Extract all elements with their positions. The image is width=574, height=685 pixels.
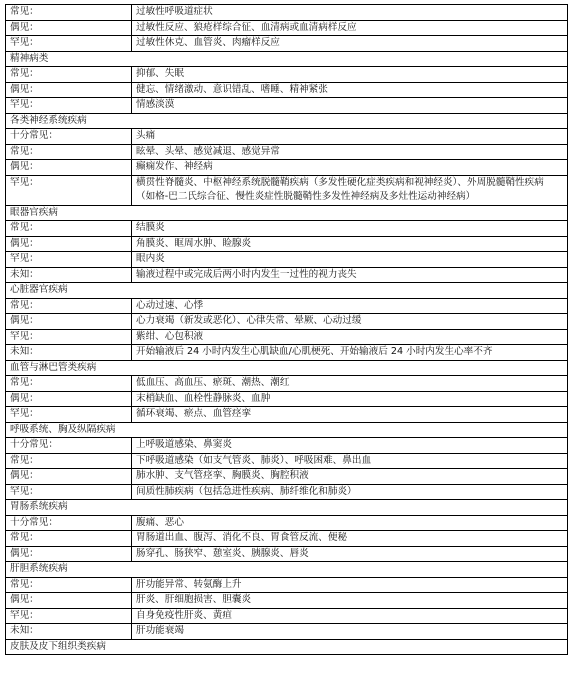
frequency-label: 罕见： bbox=[6, 484, 132, 500]
frequency-label: 罕见： bbox=[6, 407, 132, 423]
reaction-description: 癫痫发作、神经病 bbox=[132, 160, 568, 176]
adverse-reactions-table bbox=[5, 4, 568, 655]
adverse-reactions-table-body bbox=[6, 5, 568, 655]
reaction-row bbox=[6, 20, 568, 36]
section-title: 皮肤及皮下组织类疾病 bbox=[6, 639, 568, 655]
frequency-label: 常见： bbox=[6, 144, 132, 160]
frequency-label: 罕见： bbox=[6, 329, 132, 345]
section-header-row bbox=[6, 113, 568, 129]
section-title: 呼吸系统、胸及纵隔疾病 bbox=[6, 422, 568, 438]
reaction-row bbox=[6, 36, 568, 52]
frequency-label: 十分常见： bbox=[6, 515, 132, 531]
frequency-label: 偶见： bbox=[6, 593, 132, 609]
reaction-row bbox=[6, 98, 568, 114]
reaction-description: 眼内炎 bbox=[132, 252, 568, 268]
section-header-row bbox=[6, 500, 568, 516]
frequency-label: 偶见： bbox=[6, 314, 132, 330]
frequency-label: 常见： bbox=[6, 577, 132, 593]
frequency-label: 未知： bbox=[6, 345, 132, 361]
reaction-description: 肠穿孔、肠狭窄、憩室炎、胰腺炎、唇炎 bbox=[132, 546, 568, 562]
reaction-description: 自身免疫性肝炎、黄疸 bbox=[132, 608, 568, 624]
reaction-row bbox=[6, 577, 568, 593]
frequency-label: 未知： bbox=[6, 267, 132, 283]
reaction-row bbox=[6, 407, 568, 423]
reaction-description: 过敏性呼吸道症状 bbox=[132, 5, 568, 21]
frequency-label: 常见： bbox=[6, 531, 132, 547]
reaction-description: 循环衰竭、瘀点、血管痉挛 bbox=[132, 407, 568, 423]
reaction-description: 头痛 bbox=[132, 129, 568, 145]
frequency-label: 罕见： bbox=[6, 36, 132, 52]
section-title: 眼器官疾病 bbox=[6, 205, 568, 221]
reaction-description: 角膜炎、眶周水肿、睑腺炎 bbox=[132, 236, 568, 252]
frequency-label: 罕见： bbox=[6, 98, 132, 114]
frequency-label: 未知： bbox=[6, 624, 132, 640]
reaction-row bbox=[6, 236, 568, 252]
frequency-label: 偶见： bbox=[6, 82, 132, 98]
frequency-label: 常见： bbox=[6, 376, 132, 392]
frequency-label: 偶见： bbox=[6, 469, 132, 485]
reaction-description: 上呼吸道感染、鼻窦炎 bbox=[132, 438, 568, 454]
reaction-row bbox=[6, 267, 568, 283]
frequency-label: 偶见： bbox=[6, 546, 132, 562]
reaction-row bbox=[6, 515, 568, 531]
section-title: 胃肠系统疾病 bbox=[6, 500, 568, 516]
reaction-description: 下呼吸道感染（如支气管炎、肺炎）、呼吸困难、鼻出血 bbox=[132, 453, 568, 469]
reaction-description: 低血压、高血压、瘀斑、潮热、潮红 bbox=[132, 376, 568, 392]
reaction-description: 肝功能衰竭 bbox=[132, 624, 568, 640]
reaction-row bbox=[6, 546, 568, 562]
reaction-description: 间质性肺疾病（包括急进性疾病、肺纤维化和肺炎） bbox=[132, 484, 568, 500]
reaction-row bbox=[6, 5, 568, 21]
reaction-description: 肺水肿、支气管痉挛、胸膜炎、胸腔积液 bbox=[132, 469, 568, 485]
reaction-row bbox=[6, 329, 568, 345]
frequency-label: 偶见： bbox=[6, 160, 132, 176]
frequency-label: 罕见： bbox=[6, 608, 132, 624]
frequency-label: 偶见： bbox=[6, 236, 132, 252]
reaction-row bbox=[6, 345, 568, 361]
section-title: 心脏器官疾病 bbox=[6, 283, 568, 299]
section-header-row bbox=[6, 639, 568, 655]
reaction-row bbox=[6, 624, 568, 640]
frequency-label: 常见： bbox=[6, 5, 132, 21]
reaction-row bbox=[6, 608, 568, 624]
reaction-description: 心力衰竭（新发或恶化）、心律失常、晕厥、心动过缓 bbox=[132, 314, 568, 330]
frequency-label: 常见： bbox=[6, 67, 132, 83]
reaction-description: 结膜炎 bbox=[132, 221, 568, 237]
reaction-row bbox=[6, 314, 568, 330]
reaction-row bbox=[6, 298, 568, 314]
reaction-description: 情感淡漠 bbox=[132, 98, 568, 114]
reaction-description: 输液过程中或完成后两小时内发生一过性的视力丧失 bbox=[132, 267, 568, 283]
reaction-row bbox=[6, 129, 568, 145]
reaction-row bbox=[6, 484, 568, 500]
reaction-description: 胃肠道出血、腹泻、消化不良、胃食管反流、便秘 bbox=[132, 531, 568, 547]
reaction-description: 紫绀、心包积液 bbox=[132, 329, 568, 345]
frequency-label: 十分常见： bbox=[6, 438, 132, 454]
reaction-row bbox=[6, 67, 568, 83]
section-title: 肝胆系统疾病 bbox=[6, 562, 568, 578]
reaction-row bbox=[6, 453, 568, 469]
frequency-label: 罕见： bbox=[6, 252, 132, 268]
frequency-label: 偶见： bbox=[6, 391, 132, 407]
section-title: 各类神经系统疾病 bbox=[6, 113, 568, 129]
reaction-description: 肝炎、肝细胞损害、胆囊炎 bbox=[132, 593, 568, 609]
section-title: 精神病类 bbox=[6, 51, 568, 67]
section-title: 血管与淋巴管类疾病 bbox=[6, 360, 568, 376]
reaction-row bbox=[6, 391, 568, 407]
reaction-row bbox=[6, 531, 568, 547]
frequency-label: 常见： bbox=[6, 453, 132, 469]
reaction-description: 眩晕、头晕、感觉减退、感觉异常 bbox=[132, 144, 568, 160]
reaction-row bbox=[6, 438, 568, 454]
section-header-row bbox=[6, 562, 568, 578]
frequency-label: 常见： bbox=[6, 221, 132, 237]
reaction-description: 开始输液后 24 小时内发生心肌缺血/心肌梗死、开始输液后 24 小时内发生心率不齐 bbox=[132, 345, 568, 361]
reaction-row bbox=[6, 221, 568, 237]
section-header-row bbox=[6, 51, 568, 67]
reaction-description: 末梢缺血、血栓性静脉炎、血肿 bbox=[132, 391, 568, 407]
reaction-description: 横贯性脊髓炎、中枢神经系统脱髓鞘疾病（多发性硬化症类疾病和视神经炎）、外周脱髓鞘性疾病（如格-巴二氏综合征、慢性炎症性脱髓鞘性多发性神经病及多灶性运动神经病） bbox=[132, 175, 568, 205]
section-header-row bbox=[6, 205, 568, 221]
frequency-label: 常见： bbox=[6, 298, 132, 314]
reaction-description: 健忘、情绪激动、意识错乱、嗜睡、精神紧张 bbox=[132, 82, 568, 98]
frequency-label: 罕见： bbox=[6, 175, 132, 205]
reaction-row bbox=[6, 144, 568, 160]
reaction-description: 过敏性休克、血管炎、肉瘤样反应 bbox=[132, 36, 568, 52]
reaction-row bbox=[6, 469, 568, 485]
reaction-row bbox=[6, 82, 568, 98]
reaction-row bbox=[6, 160, 568, 176]
reaction-row bbox=[6, 593, 568, 609]
section-header-row bbox=[6, 422, 568, 438]
reaction-row bbox=[6, 252, 568, 268]
frequency-label: 十分常见： bbox=[6, 129, 132, 145]
section-header-row bbox=[6, 283, 568, 299]
reaction-description: 抑郁、失眠 bbox=[132, 67, 568, 83]
frequency-label: 偶见： bbox=[6, 20, 132, 36]
reaction-row bbox=[6, 175, 568, 205]
reaction-row bbox=[6, 376, 568, 392]
reaction-description: 心动过速、心悸 bbox=[132, 298, 568, 314]
reaction-description: 过敏性反应、狼疮样综合征、血清病或血清病样反应 bbox=[132, 20, 568, 36]
section-header-row bbox=[6, 360, 568, 376]
reaction-description: 肝功能异常、转氨酶上升 bbox=[132, 577, 568, 593]
reaction-description: 腹痛、恶心 bbox=[132, 515, 568, 531]
